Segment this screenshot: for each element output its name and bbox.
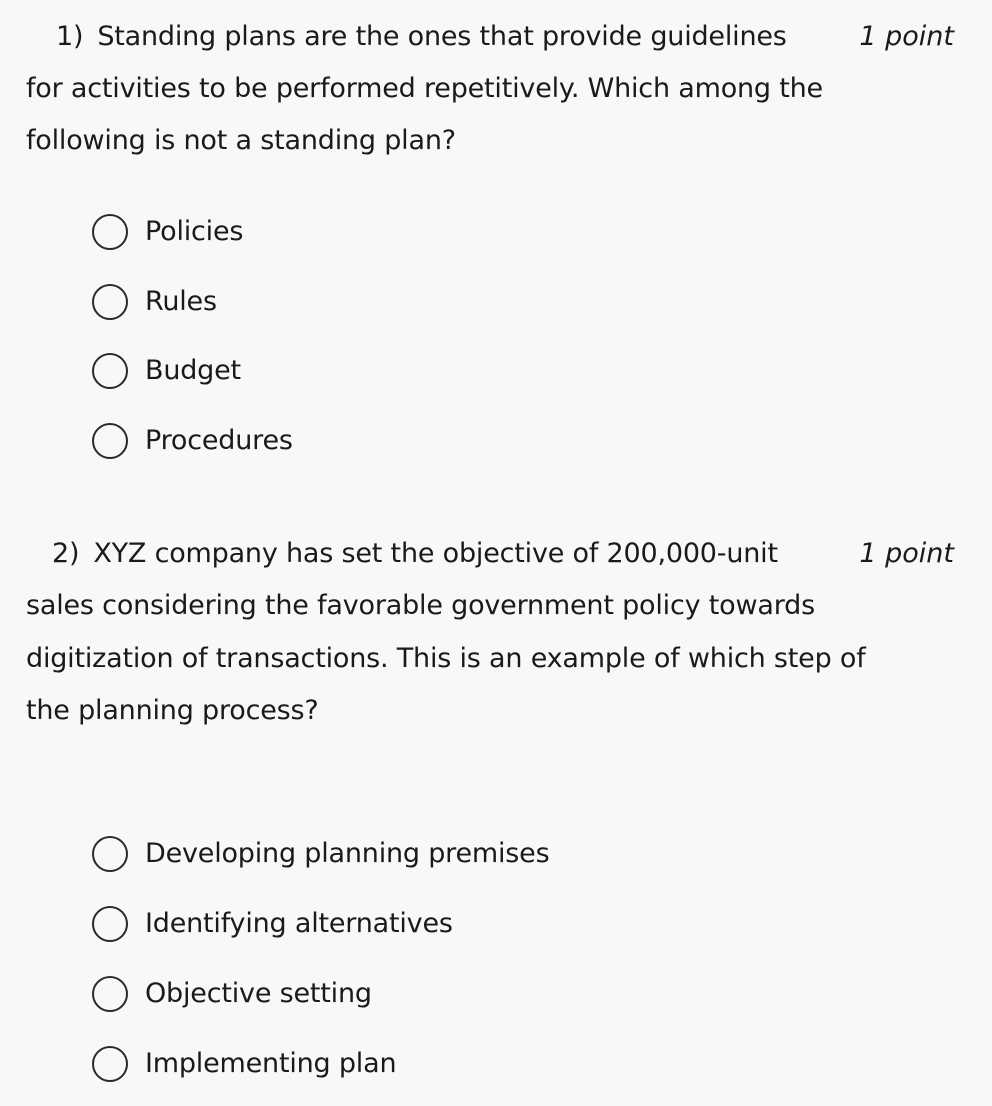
option-identifying-alternatives[interactable] xyxy=(92,900,453,948)
radio-button[interactable] xyxy=(92,423,128,459)
radio-button[interactable] xyxy=(92,353,128,389)
option-implementing-plan[interactable] xyxy=(92,1040,396,1088)
radio-button[interactable] xyxy=(92,836,128,872)
radio-button[interactable] xyxy=(92,284,128,320)
option-label: Budget xyxy=(145,355,241,386)
question-points: 1 point xyxy=(859,21,954,52)
question-points: 1 point xyxy=(859,538,954,569)
question-number: 2) xyxy=(52,538,80,569)
option-label: Objective setting xyxy=(145,978,372,1009)
question-text-line: following is not a standing plan? xyxy=(26,125,456,156)
question-text-line: sales considering the favorable government policy towards xyxy=(26,590,815,621)
radio-button[interactable] xyxy=(92,976,128,1012)
option-label: Identifying alternatives xyxy=(145,908,453,939)
option-policies[interactable] xyxy=(92,208,243,256)
option-label: Rules xyxy=(145,286,217,317)
option-procedures[interactable] xyxy=(92,417,293,465)
radio-button[interactable] xyxy=(92,1046,128,1082)
option-objective-setting[interactable] xyxy=(92,970,372,1018)
radio-button[interactable] xyxy=(92,214,128,250)
question-text-line: for activities to be performed repetitively. Which among the xyxy=(26,73,823,104)
radio-button[interactable] xyxy=(92,906,128,942)
option-label: Developing planning premises xyxy=(145,838,550,869)
question-text-line: 2) XYZ company has set the objective of 200,000-unit xyxy=(52,538,778,569)
question-text-line: the planning process? xyxy=(26,695,319,726)
option-label: Policies xyxy=(145,216,244,247)
option-label: Implementing plan xyxy=(145,1048,397,1079)
question-text-line: 1) Standing plans are the ones that provide guidelines xyxy=(56,21,787,52)
option-rules[interactable] xyxy=(92,278,217,326)
option-budget[interactable] xyxy=(92,347,241,395)
option-developing-planning-premises[interactable] xyxy=(92,830,549,878)
question-text-line: digitization of transactions. This is an example of which step of xyxy=(26,643,866,674)
question-number: 1) xyxy=(56,21,84,52)
option-label: Procedures xyxy=(145,425,293,456)
